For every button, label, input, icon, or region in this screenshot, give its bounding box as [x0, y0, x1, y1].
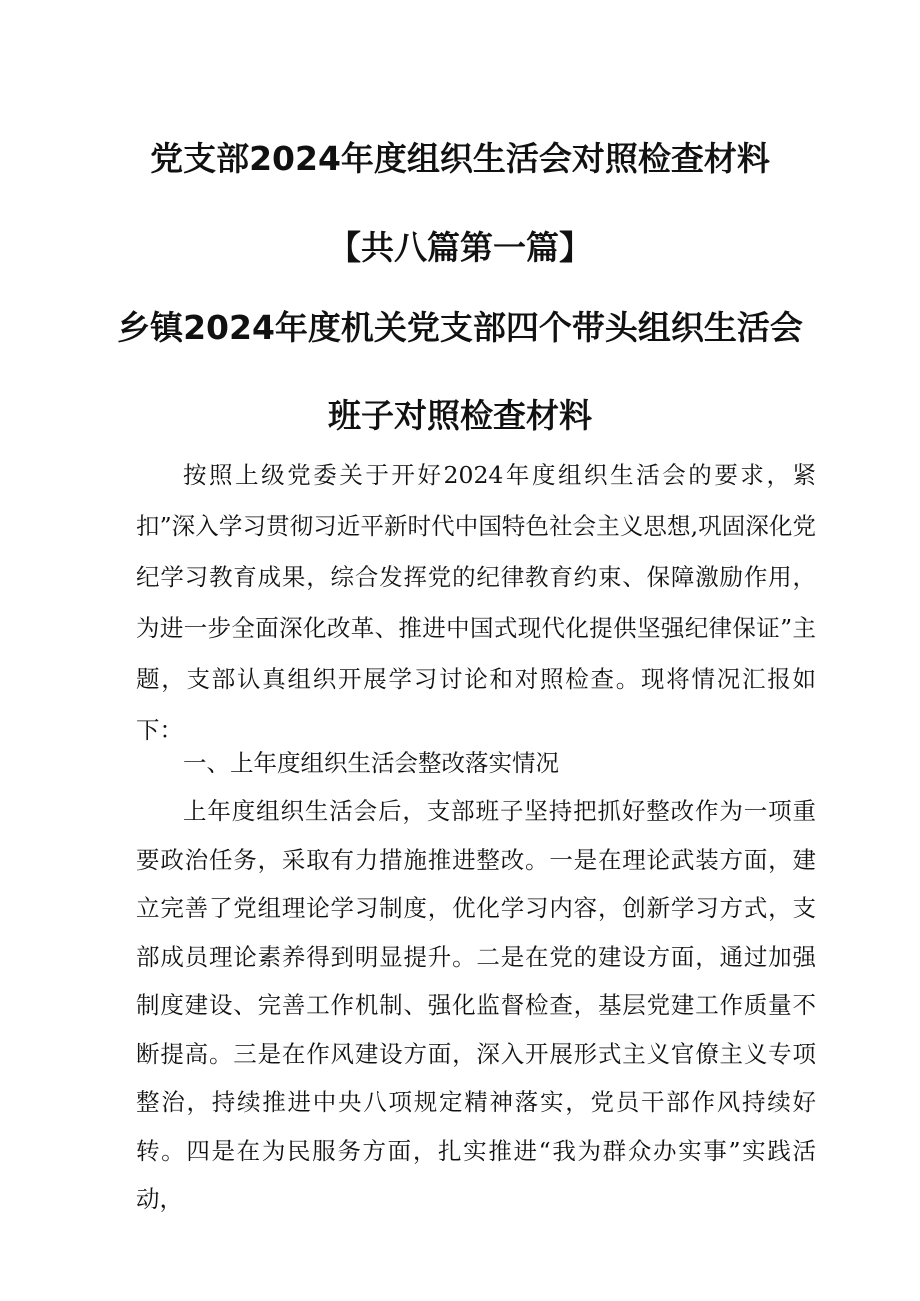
intro-paragraph: 按照上级党委关于开好2024年度组织生活会的要求，紧扣”深入学习贯彻习近平新时代中国特色社会主义思想,巩固深化党纪学习教育成果，综合发挥党的纪律教育约束、保障激励作用，为进一步全面深化改革、推进中国式现代化提供坚强纪律保证”主题，支部认真组织开展学习讨论和对照检查。现将情况汇报如下：: [136, 461, 816, 744]
document-subtitle-line-2: 班子对照检查材料: [328, 396, 592, 435]
section-1-paragraph: 上年度组织生活会后，支部班子坚持把抓好整改作为一项重要政治任务，采取有力措施推进整改。一是在理论武装方面，建立完善了党组理论学习制度，优化学习内容，创新学习方式，支部成员理论素养得到明显提升。二是在党的建设方面，通过加强制度建设、完善工作机制、强化监督检查，基层党建工作质量不断提高。三是在作风建设方面，深入开展形式主义官僚主义专项整治，持续推进中央八项规定精神落实，党员干部作风持续好转。四是在为民服务方面，扎实推进“我为群众办实事”实践活动，: [136, 797, 816, 1213]
document-title-line-2: 【共八篇第一篇】: [328, 228, 592, 267]
section-heading-1: 一、上年度组织生活会整改落实情况: [183, 749, 559, 777]
document-title-line-1: 党支部2024年度组织生活会对照检查材料: [150, 139, 770, 178]
document-subtitle-line-1: 乡镇2024年度机关党支部四个带头组织生活会: [117, 308, 803, 347]
